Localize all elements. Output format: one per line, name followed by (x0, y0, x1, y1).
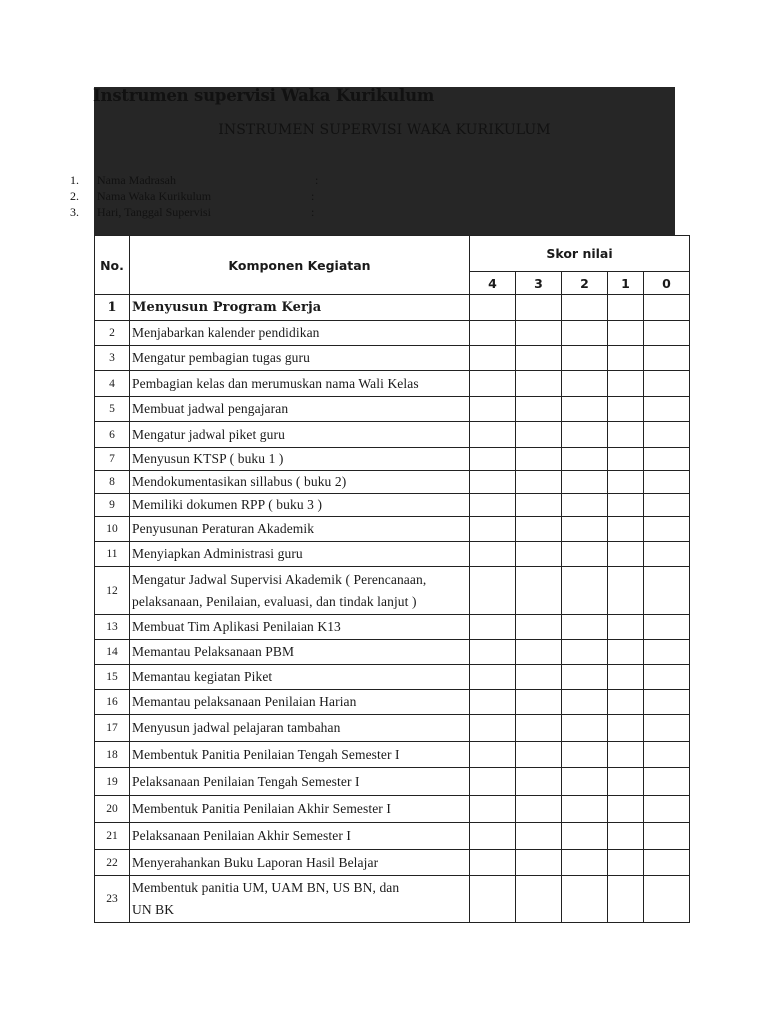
row-number: 8 (95, 471, 130, 494)
row-number: 9 (95, 494, 130, 517)
row-activity-text: Membentuk panitia UM, UAM BN, US BN, dan (132, 880, 400, 895)
table-row (95, 615, 690, 640)
table-row (95, 321, 690, 346)
header-score-3: 3 (516, 272, 562, 295)
table-row (95, 346, 690, 371)
score-cell-4[interactable] (470, 796, 516, 823)
score-cell-4[interactable] (470, 321, 516, 346)
row-number: 12 (95, 567, 130, 615)
row-activity (130, 823, 470, 850)
row-activity (130, 542, 470, 567)
score-cell-4[interactable] (470, 665, 516, 690)
table-row (95, 542, 690, 567)
row-number: 6 (95, 422, 130, 448)
table-header-row (95, 236, 690, 272)
score-cell-2[interactable] (562, 371, 608, 397)
table-row (95, 665, 690, 690)
row-activity (130, 615, 470, 640)
row-activity (130, 471, 470, 494)
row-number: 17 (95, 715, 130, 742)
score-cell-0[interactable] (644, 448, 690, 471)
row-activity (130, 876, 470, 923)
score-cell-0[interactable] (644, 295, 690, 321)
header-component: Komponen Kegiatan (130, 236, 470, 295)
score-cell-1[interactable] (608, 715, 644, 742)
table-row (95, 494, 690, 517)
table-row (95, 823, 690, 850)
score-cell-4[interactable] (470, 471, 516, 494)
row-activity (130, 295, 470, 321)
info-field-label: Nama Waka Kurikulum (97, 189, 212, 203)
row-activity (130, 850, 470, 876)
row-activity-text: Mengatur Jadwal Supervisi Akademik ( Perencanaan, (132, 571, 427, 587)
score-cell-2[interactable] (562, 850, 608, 876)
score-cell-0[interactable] (644, 742, 690, 768)
score-cell-1[interactable] (608, 542, 644, 567)
row-number: 13 (95, 615, 130, 640)
info-field-number: 1. (70, 173, 79, 187)
row-activity-text: Mengatur pembagian tugas guru (132, 350, 310, 365)
score-cell-0[interactable] (644, 517, 690, 542)
table-row (95, 471, 690, 494)
row-activity-text: Penyusunan Peraturan Akademik (132, 521, 315, 536)
score-cell-4[interactable] (470, 448, 516, 471)
row-activity-text-line2: pelaksanaan, Penilaian, evaluasi, dan tindak lanjut ) (132, 593, 417, 609)
score-cell-4[interactable] (470, 742, 516, 768)
row-activity-text: Pelaksanaan Penilaian Tengah Semester I (132, 773, 360, 789)
score-cell-1[interactable] (608, 517, 644, 542)
row-activity (130, 715, 470, 742)
row-activity-text: Menyusun jadwal pelajaran tambahan (132, 720, 341, 735)
row-activity (130, 768, 470, 796)
score-cell-0[interactable] (644, 876, 690, 923)
info-field-colon: : (311, 205, 315, 219)
score-cell-0[interactable] (644, 690, 690, 715)
score-cell-3[interactable] (516, 768, 562, 796)
score-cell-2[interactable] (562, 346, 608, 371)
score-cell-4[interactable] (470, 640, 516, 665)
score-cell-1[interactable] (608, 690, 644, 715)
score-cell-3[interactable] (516, 471, 562, 494)
row-activity-text: Membuat jadwal pengajaran (132, 401, 289, 416)
info-field-date (70, 204, 315, 220)
row-activity (130, 422, 470, 448)
score-cell-1[interactable] (608, 567, 644, 615)
row-activity (130, 494, 470, 517)
score-cell-3[interactable] (516, 346, 562, 371)
row-number: 2 (95, 321, 130, 346)
row-activity (130, 397, 470, 422)
score-cell-3[interactable] (516, 823, 562, 850)
row-activity (130, 665, 470, 690)
row-activity (130, 567, 470, 615)
score-cell-3[interactable] (516, 422, 562, 448)
score-cell-3[interactable] (516, 742, 562, 768)
score-cell-2[interactable] (562, 422, 608, 448)
row-activity-text: Mendokumentasikan sillabus ( buku 2) (132, 474, 347, 489)
row-number: 22 (95, 850, 130, 876)
score-cell-1[interactable] (608, 422, 644, 448)
row-number: 21 (95, 823, 130, 850)
table-row (95, 850, 690, 876)
score-cell-1[interactable] (608, 448, 644, 471)
score-cell-3[interactable] (516, 542, 562, 567)
score-cell-1[interactable] (608, 397, 644, 422)
row-number: 23 (95, 876, 130, 923)
row-activity (130, 517, 470, 542)
score-cell-1[interactable] (608, 823, 644, 850)
score-cell-2[interactable] (562, 742, 608, 768)
row-activity-text: Menyerahankan Buku Laporan Hasil Belajar (132, 854, 379, 870)
score-cell-1[interactable] (608, 346, 644, 371)
row-activity-text: Memiliki dokumen RPP ( buku 3 ) (132, 497, 323, 512)
score-cell-3[interactable] (516, 796, 562, 823)
score-cell-2[interactable] (562, 321, 608, 346)
header-score-4: 4 (470, 272, 516, 295)
table-row (95, 397, 690, 422)
score-cell-3[interactable] (516, 690, 562, 715)
score-cell-3[interactable] (516, 876, 562, 923)
row-activity (130, 321, 470, 346)
score-cell-0[interactable] (644, 471, 690, 494)
score-cell-2[interactable] (562, 295, 608, 321)
score-cell-4[interactable] (470, 346, 516, 371)
row-number: 14 (95, 640, 130, 665)
score-cell-0[interactable] (644, 615, 690, 640)
table-row (95, 742, 690, 768)
score-cell-1[interactable] (608, 850, 644, 876)
row-activity-text: Pelaksanaan Penilaian Akhir Semester I (132, 828, 351, 843)
row-number: 15 (95, 665, 130, 690)
score-cell-2[interactable] (562, 665, 608, 690)
row-activity-text: Menjabarkan kalender pendidikan (132, 325, 320, 340)
row-activity-text: Menyiapkan Administrasi guru (132, 546, 303, 561)
row-activity (130, 346, 470, 371)
score-cell-0[interactable] (644, 850, 690, 876)
score-cell-0[interactable] (644, 321, 690, 346)
score-cell-0[interactable] (644, 494, 690, 517)
table-row (95, 422, 690, 448)
score-cell-4[interactable] (470, 371, 516, 397)
info-field-list (70, 172, 319, 220)
score-cell-4[interactable] (470, 876, 516, 923)
score-cell-1[interactable] (608, 371, 644, 397)
score-cell-1[interactable] (608, 295, 644, 321)
document-title: Instrumen supervisi Waka Kurikulum (93, 86, 435, 105)
score-cell-2[interactable] (562, 796, 608, 823)
row-number: 1 (95, 295, 130, 321)
row-number: 10 (95, 517, 130, 542)
score-cell-2[interactable] (562, 876, 608, 923)
row-number: 19 (95, 768, 130, 796)
row-number: 18 (95, 742, 130, 768)
table-row (95, 567, 690, 615)
row-activity (130, 796, 470, 823)
table-row (95, 517, 690, 542)
table-row (95, 295, 690, 321)
row-number: 3 (95, 346, 130, 371)
score-cell-3[interactable] (516, 615, 562, 640)
score-cell-3[interactable] (516, 640, 562, 665)
row-number: 20 (95, 796, 130, 823)
row-activity-text: Memantau kegiatan Piket (132, 669, 273, 684)
score-cell-4[interactable] (470, 542, 516, 567)
row-activity (130, 640, 470, 665)
score-cell-4[interactable] (470, 690, 516, 715)
score-cell-2[interactable] (562, 715, 608, 742)
score-cell-2[interactable] (562, 494, 608, 517)
score-cell-1[interactable] (608, 494, 644, 517)
score-cell-2[interactable] (562, 768, 608, 796)
row-activity (130, 690, 470, 715)
score-cell-2[interactable] (562, 517, 608, 542)
score-cell-2[interactable] (562, 397, 608, 422)
score-cell-3[interactable] (516, 567, 562, 615)
row-number: 16 (95, 690, 130, 715)
supervision-score-table (94, 235, 690, 923)
score-cell-0[interactable] (644, 422, 690, 448)
score-cell-4[interactable] (470, 295, 516, 321)
score-cell-4[interactable] (470, 768, 516, 796)
score-cell-0[interactable] (644, 542, 690, 567)
score-cell-3[interactable] (516, 517, 562, 542)
score-cell-0[interactable] (644, 371, 690, 397)
table-row (95, 690, 690, 715)
score-cell-0[interactable] (644, 397, 690, 422)
row-activity-text: Memantau pelaksanaan Penilaian Harian (132, 694, 357, 709)
instrument-heading: INSTRUMEN SUPERVISI WAKA KURIKULUM (218, 122, 551, 138)
row-activity-text: Menyusun KTSP ( buku 1 ) (132, 451, 284, 466)
score-cell-2[interactable] (562, 823, 608, 850)
score-cell-2[interactable] (562, 567, 608, 615)
score-cell-1[interactable] (608, 876, 644, 923)
score-cell-2[interactable] (562, 690, 608, 715)
score-cell-3[interactable] (516, 295, 562, 321)
info-field-colon: : (311, 189, 315, 203)
score-cell-0[interactable] (644, 567, 690, 615)
score-cell-2[interactable] (562, 615, 608, 640)
header-score-group: Skor nilai (470, 236, 690, 272)
info-field-number: 3. (70, 205, 79, 219)
row-number: 4 (95, 371, 130, 397)
score-cell-4[interactable] (470, 494, 516, 517)
table-row (95, 876, 690, 923)
score-cell-0[interactable] (644, 796, 690, 823)
table-row (95, 371, 690, 397)
score-cell-4[interactable] (470, 397, 516, 422)
score-cell-4[interactable] (470, 850, 516, 876)
score-cell-3[interactable] (516, 494, 562, 517)
info-field-label: Nama Madrasah (97, 173, 176, 187)
row-activity-text: Memantau Pelaksanaan PBM (132, 644, 295, 659)
score-cell-2[interactable] (562, 471, 608, 494)
score-cell-3[interactable] (516, 665, 562, 690)
score-cell-2[interactable] (562, 640, 608, 665)
row-number: 7 (95, 448, 130, 471)
row-activity-text: Membuat Tim Aplikasi Penilaian K13 (132, 619, 341, 634)
row-activity-text: Membentuk Panitia Penilaian Akhir Semester I (132, 801, 391, 816)
row-activity-text: Membentuk Panitia Penilaian Tengah Semester I (132, 746, 400, 762)
score-cell-0[interactable] (644, 665, 690, 690)
score-cell-1[interactable] (608, 321, 644, 346)
score-cell-1[interactable] (608, 615, 644, 640)
score-cell-0[interactable] (644, 346, 690, 371)
header-no: No. (95, 236, 130, 295)
score-cell-1[interactable] (608, 665, 644, 690)
info-field-colon: : (315, 173, 319, 187)
score-cell-1[interactable] (608, 742, 644, 768)
score-cell-1[interactable] (608, 768, 644, 796)
score-cell-0[interactable] (644, 715, 690, 742)
row-activity (130, 742, 470, 768)
info-field-madrasah (70, 172, 319, 188)
score-cell-1[interactable] (608, 640, 644, 665)
header-score-1: 1 (608, 272, 644, 295)
row-activity-text: Mengatur jadwal piket guru (132, 426, 285, 442)
score-cell-1[interactable] (608, 471, 644, 494)
score-cell-4[interactable] (470, 715, 516, 742)
score-cell-4[interactable] (470, 517, 516, 542)
score-cell-2[interactable] (562, 448, 608, 471)
table-row (95, 640, 690, 665)
score-cell-0[interactable] (644, 640, 690, 665)
header-score-0: 0 (644, 272, 690, 295)
row-number: 5 (95, 397, 130, 422)
score-cell-3[interactable] (516, 850, 562, 876)
info-field-label: Hari, Tanggal Supervisi (97, 205, 211, 219)
info-field-number: 2. (70, 189, 79, 203)
info-field-waka (70, 188, 315, 204)
score-cell-2[interactable] (562, 542, 608, 567)
score-cell-3[interactable] (516, 371, 562, 397)
score-cell-3[interactable] (516, 321, 562, 346)
table-row (95, 768, 690, 796)
row-number: 11 (95, 542, 130, 567)
score-cell-3[interactable] (516, 448, 562, 471)
score-cell-1[interactable] (608, 796, 644, 823)
table-row (95, 796, 690, 823)
score-cell-0[interactable] (644, 823, 690, 850)
table-row (95, 715, 690, 742)
score-cell-4[interactable] (470, 422, 516, 448)
row-activity (130, 371, 470, 397)
row-activity (130, 448, 470, 471)
row-activity-text-line2: UN BK (132, 902, 175, 917)
row-activity-text: Menyusun Program Kerja (132, 299, 322, 315)
score-cell-3[interactable] (516, 715, 562, 742)
header-score-2: 2 (562, 272, 608, 295)
score-cell-0[interactable] (644, 768, 690, 796)
score-cell-4[interactable] (470, 615, 516, 640)
score-cell-4[interactable] (470, 823, 516, 850)
row-activity-text: Pembagian kelas dan merumuskan nama Wali Kelas (132, 375, 419, 391)
table-row (95, 448, 690, 471)
score-cell-3[interactable] (516, 397, 562, 422)
score-cell-4[interactable] (470, 567, 516, 615)
